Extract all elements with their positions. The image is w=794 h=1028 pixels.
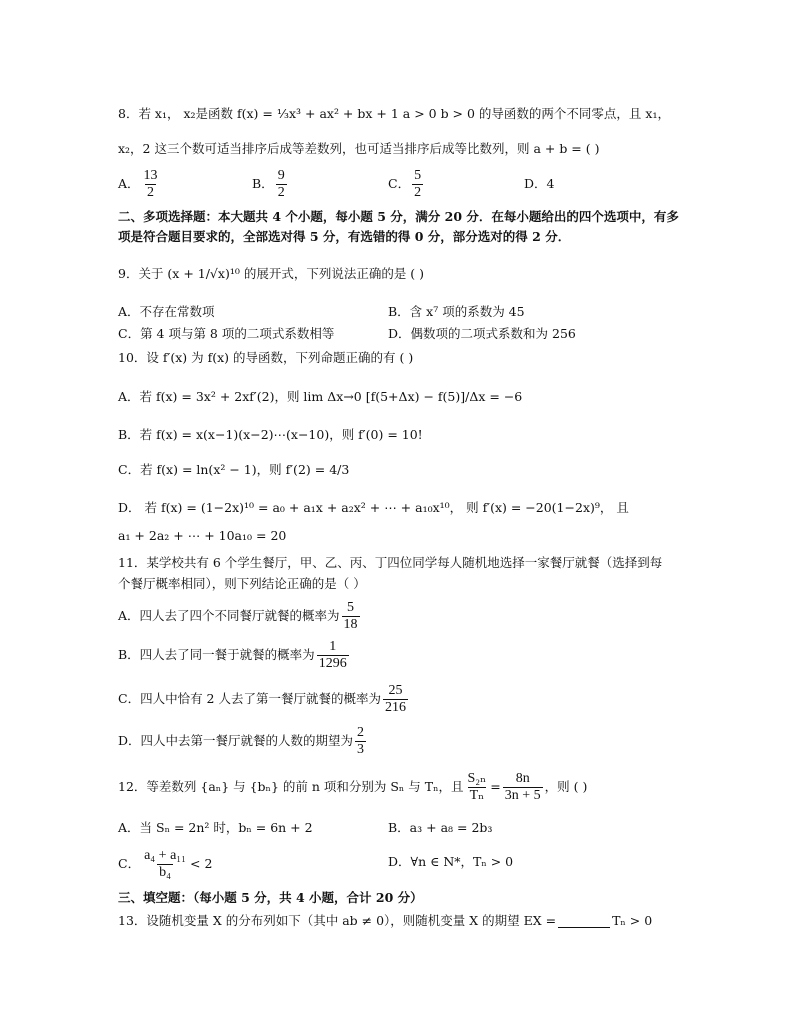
q8-option-b: B． $\frac{9}{2}$ — [252, 168, 285, 201]
section2-heading-line2: 项是符合题目要求的，全部选对得 5 分，有选错的得 0 分，部分选对的得 2 分． — [118, 229, 571, 244]
q8-option-d: D．4 — [524, 176, 555, 191]
q12-option-b: B．a₃ + a₈ = 2b₃ — [388, 820, 493, 835]
section2-heading-line1: 二、多项选择题：本大题共 4 个小题，每小题 5 分，满分 20 分．在每小题给出的四个选项中，有多 — [118, 209, 679, 224]
section3-heading: 三、填空题：（每小题 5 分，共 4 小题，合计 20 分） — [118, 890, 423, 905]
q13-answer-blank — [558, 927, 610, 928]
q11-option-b: B．四人去了同一餐于就餐的概率为 $\frac{1}{1296}$ — [118, 639, 347, 672]
q11-stem-line2: 个餐厅概率相同），则下列结论正确的是（ ） — [118, 576, 366, 591]
q8-option-c: C． $\frac{5}{2}$ — [388, 168, 422, 201]
q10-option-b: B．若 f(x) = x(x−1)(x−2)⋯(x−10)，则 f′(0) = 10! — [118, 427, 423, 442]
q12-option-c: C． $\frac{\text{a₄ + a₁₁}}{\text{b₄}}$ < 2 — [118, 848, 213, 881]
q11-option-d: D．四人中去第一餐厅就餐的人数的期望为 $\frac{2}{3}$ — [118, 725, 365, 758]
q12-option-a: A．当 Sₙ = 2n² 时，bₙ = 6n + 2 — [118, 820, 313, 835]
q12-stem: 12．等差数列 {aₙ} 与 {bₙ} 的前 n 项和分别为 Sₙ 与 Tₙ，且 $\frac{\text{S₂ₙ}}{\text{Tₙ}}$ = $\frac{8n}{3n + 5}$ ，则 ( ) — [118, 771, 588, 804]
q9-option-c: C．第 4 项与第 8 项的二项式系数相等 — [118, 326, 335, 341]
q11-option-a: A．四人去了四个不同餐厅就餐的概率为 $\frac{5}{18}$ — [118, 600, 358, 633]
q10-option-a: A．若 f(x) = 3x² + 2xf′(2)，则 lim Δx→0 [f(5+Δx) − f(5)]/Δx = −6 — [118, 389, 523, 404]
q10-option-d-line1: D． 若 f(x) = (1−2x)¹⁰ = a₀ + a₁x + a₂x² + ⋯ + a₁₀x¹⁰， 则 f′(x) = −20(1−2x)⁹， 且 — [118, 500, 629, 515]
q10-stem: 10．设 f′(x) 为 f(x) 的导函数，下列命题正确的有 ( ) — [118, 350, 414, 365]
q9-stem: 9．关于 (x + 1/√x)¹⁰ 的展开式，下列说法正确的是 ( ) — [118, 266, 425, 281]
q11-option-c: C．四人中恰有 2 人去了第一餐厅就餐的概率为 $\frac{25}{216}$ — [118, 683, 406, 716]
q8-option-a: A． $\frac{13}{2}$ — [118, 168, 158, 201]
q9-option-b: B．含 x⁷ 项的系数为 45 — [388, 304, 525, 319]
q10-option-d-line2: a₁ + 2a₂ + ⋯ + 10a₁₀ = 20 — [118, 528, 287, 543]
q8-stem-line2: x₂，2 这三个数可适当排序后成等差数列，也可适当排序后成等比数列，则 a + b = ( ) — [118, 141, 600, 156]
q8-stem-line1: 8．若 x₁， x₂是函数 f(x) = ⅓x³ + ax² + bx + 1 a > 0 b > 0 的导函数的两个不同零点，且 x₁， — [118, 106, 670, 121]
q10-option-c: C．若 f(x) = ln(x² − 1)，则 f′(2) = 4/3 — [118, 462, 350, 477]
q9-option-a: A．不存在常数项 — [118, 304, 215, 319]
q12-option-d: D．∀n ∈ N*，Tₙ > 0 — [388, 854, 514, 869]
q9-option-d: D．偶数项的二项式系数和为 256 — [388, 326, 576, 341]
q13-stem: 13．设随机变量 X 的分布列如下（其中 ab ≠ 0），则随机变量 X 的期望 EX = Tₙ > 0 — [118, 913, 653, 928]
q11-stem-line1: 11．某学校共有 6 个学生餐厅，甲、乙、丙、丁四位同学每人随机地选择一家餐厅就餐（选择到每 — [118, 555, 663, 570]
